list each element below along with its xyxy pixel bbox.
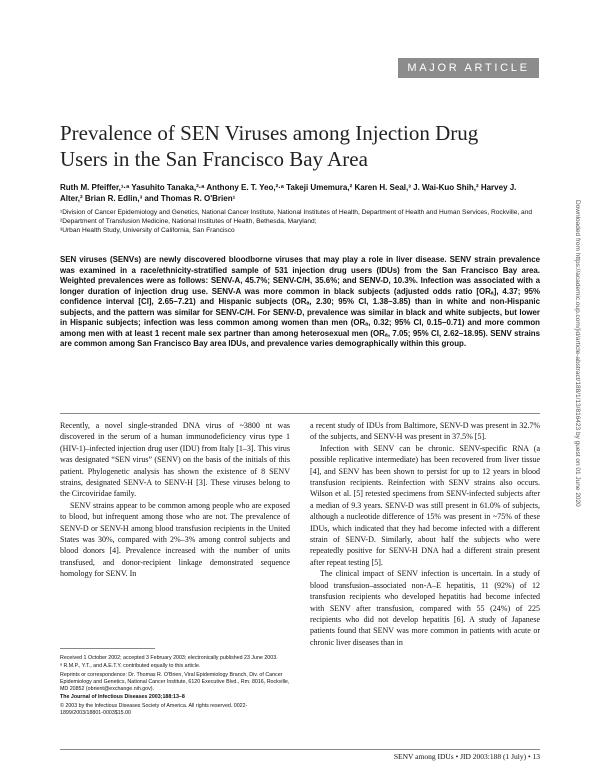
body-paragraph: SENV strains appear to be common among people who are exposed to blood, but infrequent among those who are not. The prevalence of SENV-D or SENV-H among blood transfusion recipients in the United States was 30%, compared with 2%–3% among control subjects and blood donors [4]. Prevalence increased with the number of units transfused, and donor-recipient linkage demonstrated sequence homology for SENV. In xyxy=(60,500,290,579)
footnote-correspondence: Reprints or correspondence: Dr. Thomas R. O'Brien, Viral Epidemiology Branch, Div. of Cancer Epidemiology and Genetics, National Cancer Institute, 6120 Executive Blvd., Rm. 8016, Rockville, MD 20852 (obrient@exchange.nih.gov). xyxy=(60,671,290,693)
abstract: SEN viruses (SENVs) are newly discovered bloodborne viruses that may play a role in liver disease. SENV strain prevalence was examined in a race/ethnicity-stratified sample of 531 injection drug users (IDUs) from the San Francisco Bay area. Weighted prevalences were as follows: SENV-A, 45.7%; SENV-C/H, 35.6%; and SENV-D, 10.3%. Infection was associated with a longer duration of injection drug use. SENV-A was more common in black subjects (adjusted odds ratio [ORₐ], 4.37; 95% confidence interval [CI], 2.65–7.21) and Hispanic subjects (ORₐ, 2.30; 95% CI, 1.38–3.85) than in white and non-Hispanic subjects, and the pattern was similar for SENV-C/H. For SENV-D, prevalence was similar in black and white subjects, but lower in Hispanic subjects; infection was less common among women than men (ORₐ, 0.32; 95% CI, 0.15–0.71) and more common among men with at least 1 recent male sex partner than among heterosexual men (ORₐ, 7.05; 95% CI, 2.62–18.95). SENV strains are common among San Francisco Bay area IDUs, and prevalence varies demographically within this group. xyxy=(60,255,540,348)
footnote-received: Received 1 October 2002; accepted 3 February 2003; electronically published 23 June 2003. xyxy=(60,655,278,661)
page-footer: SENV among IDUs • JID 2003:188 (1 July) • 13 xyxy=(393,752,540,761)
article-type-label: MAJOR ARTICLE xyxy=(407,62,530,74)
download-watermark: Downloaded from https://academic.oup.com/jid/article-abstract/188/1/13/816423 by guest on 01 June 2020 xyxy=(574,200,581,507)
footnote-journal: The Journal of Infectious Diseases 2003;188:13–8 xyxy=(60,694,185,701)
abstract-divider xyxy=(60,413,540,414)
footnote-copyright: © 2003 by the Infectious Diseases Society of America. All rights reserved. 0022-1899/2003/18801-0003$15.00 xyxy=(60,702,248,717)
body-paragraph: Infection with SENV can be chronic. SENV-specific RNA (a possible replicative intermediate) has been recovered from liver tissue [4], and SENV has been shown to persist for up to 12 years in blood transfusion recipients. Reinfection with SENV strains also occurs. Wilson et al. [5] retested specimens from SENV-infected subjects after a median of 9.3 years. SENV-D was still present in 61.0% of subjects, although a nucleotide difference of 15% was present in ~75% of these IDUs, which indicated that they had become infected with a different strain of SENV-D. Similarly, about half the subjects who were repeatedly positive for SENV-H DNA had a different strain present after repeat testing [5]. xyxy=(310,443,540,567)
body-paragraph: Recently, a novel single-stranded DNA virus of ~3800 nt was discovered in the serum of a human immunodeficiency virus type 1 (HIV-1)–infected injection drug user (IDU) from Italy [1–3]. This virus was designated “SEN virus” (SENV) on the basis of the initials of this patient. Phylogenetic analysis has shown the existence of 8 SENV strains, designated SENV-A to SENV-H [3]. These viruses belong to the Circoviridae family. xyxy=(60,421,290,499)
footnotes xyxy=(60,655,290,718)
footnote-divider xyxy=(60,648,155,649)
article-title: Prevalence of SEN Viruses among Injection Drug Users in the San Francisco Bay Area xyxy=(60,121,479,171)
body-column-left xyxy=(60,420,290,580)
affiliations xyxy=(60,208,540,235)
affiliation: ¹Division of Cancer Epidemiology and Genetics, National Cancer Institute, National Institutes of Health, Department of Health and Human Services, Rockville, and ²Department of Transfusion Medicine, National Institutes of Health, Bethesda, Maryland; xyxy=(60,209,533,225)
author-list: Ruth M. Pfeiffer,¹·ᵃ Yasuhito Tanaka,²·ᵃ Anthony E. T. Yeo,²·ᵃ Takeji Umemura,² Karen H. Seal,³ J. Wai-Kuo Shih,² Harvey J. Alter,² Brian R. Edlin,³ and Thomas R. O'Brien¹ xyxy=(60,183,517,203)
body-paragraph: a recent study of IDUs from Baltimore, SENV-D was present in 32.7% of the subjects, and SENV-H was present in 37.5% [5]. xyxy=(310,421,540,442)
body-paragraph: The clinical impact of SENV infection is uncertain. In a study of blood transfusion–associated non-A–E hepatitis, 11 (92%) of 12 transfusion recipients who developed hepatitis had become infected with SENV after transfusion, compared with 55 (24%) of 225 recipients who did not develop hepatitis [6]. A study of Japanese patients found that SENV was more common in patients with acute or chronic liver diseases than in xyxy=(310,569,540,647)
article-type-banner xyxy=(398,58,539,78)
affiliation: ³Urban Health Study, University of California, San Francisco xyxy=(60,227,235,234)
footnote-contribution: ᵃ R.M.P., Y.T., and A.E.T.Y. contributed equally to this article. xyxy=(60,663,201,670)
body-column-right xyxy=(310,420,540,648)
footer-divider xyxy=(60,749,540,750)
download-watermark-wrap xyxy=(570,200,584,670)
